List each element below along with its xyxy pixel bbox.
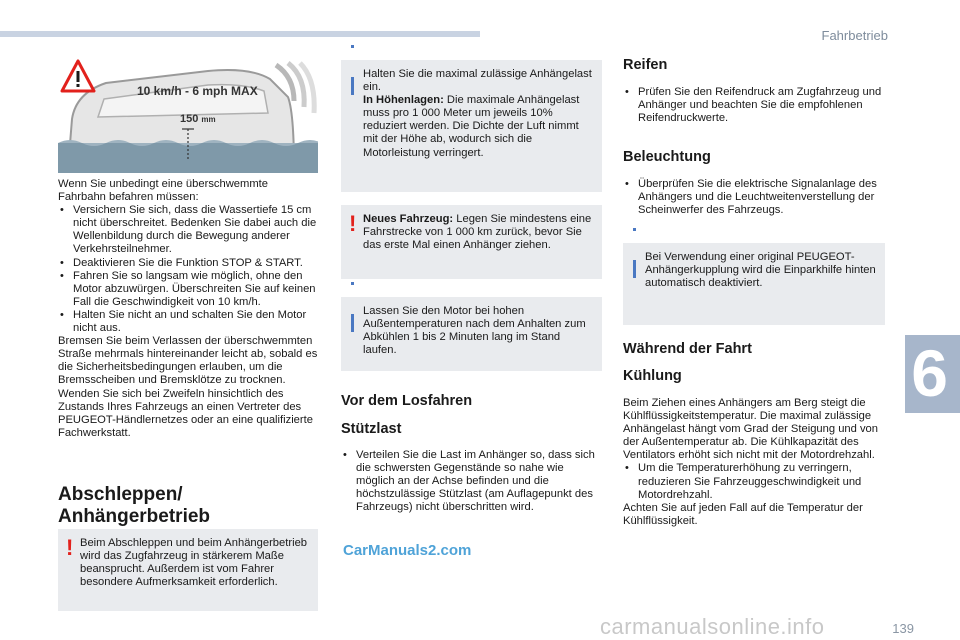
cooling-bullet: • Um die Temperaturerhöhung zu verringern, reduzieren Sie Fahrzeuggeschwindigkeit und Motordrehzahl.	[623, 462, 885, 501]
watermark-footer: carmanualsonline.info	[600, 614, 825, 639]
flood-intro: Wenn Sie unbedingt eine überschwemmte Fahrbahn befahren müssen:	[58, 178, 268, 204]
lighting-bullet: • Überprüfen Sie die elektrische Signalanlage des Anhängers und die Leuchtweitenverstellung der Scheinwerfer des Fahrzeugs.	[623, 178, 885, 217]
cooling-closing: Achten Sie auf jeden Fall auf die Temperatur der Kühlflüssigkeit.	[623, 501, 863, 527]
flood-bullet-2: • Deaktivieren Sie die Funktion STOP & START.	[58, 257, 318, 270]
flood-paragraph: Bremsen Sie beim Verlassen der überschwemmten Straße mehrmals hintereinander leicht ab, sobald es die Sicherheitsbedingungen erlauben, um die Bremsscheiben und Bremsklötze zu trocknen. Wenden Sie sich bei Zweifeln hinsichtlich des Zustands Ihres Fahrzeugs an einen Vertreter des PEUGEOT-Händlernetzes oder an eine qualifizierte Fachwerkstatt.	[58, 335, 318, 439]
towing-warning-box: ! Beim Abschleppen und beim Anhängerbetrieb wird das Zugfahrzeug in stärkerem Maße beansprucht. Außerdem ist vom Fahrer besondere Aufmerksamkeit erforderlich.	[58, 529, 318, 611]
tyres-bullet: • Prüfen Sie den Reifendruck am Zugfahrzeug und Anhänger und beachten Sie die empfohlenen Reifendruckwerte.	[623, 86, 885, 125]
flood-bullet-3: • Fahren Sie so langsam wie möglich, ohne den Motor abzuwürgen. Überschreiten Sie auf keinen Fall die Geschwindigkeit von 10 km/h.	[58, 270, 318, 309]
page-number: 139	[892, 621, 914, 636]
watermark-logo: CarManuals2.com	[343, 542, 472, 559]
chapter-number: 6	[911, 336, 948, 410]
towing-heading: Abschleppen/ Anhängerbetrieb	[58, 484, 211, 527]
flood-bullet-1: • Versichern Sie sich, dass die Wassertiefe 15 cm nicht überschreitet. Bedenken Sie dabei auch die Wellenbildung durch die Bewegung anderer Verkehrsteilnehmer.	[58, 204, 318, 256]
new-vehicle-warning-box: ! Neues Fahrzeug: Legen Sie mindestens eine Fahrstrecke von 1 000 km zurück, bevor Sie das erste Mal einen Anhänger ziehen.	[341, 205, 602, 279]
cooling-heading: Kühlung	[623, 368, 682, 384]
warning-exclamation-icon: !	[66, 535, 74, 560]
lighting-heading: Beleuchtung	[623, 149, 711, 165]
info-icon	[349, 305, 359, 326]
depth-label: 150 mm	[180, 113, 216, 125]
flood-illustration	[58, 57, 318, 173]
before-driving-heading: Vor dem Losfahren	[341, 393, 473, 409]
warning-exclamation-icon: !	[349, 211, 357, 236]
flood-bullet-4: • Halten Sie nicht an und schalten Sie den Motor nicht aus.	[58, 309, 318, 335]
nose-weight-heading: Stützlast	[341, 421, 402, 437]
parking-sensor-info-box: Bei Verwendung einer original PEUGEOT-Anhängerkupplung wird die Einparkhilfe hinten automatisch deaktiviert.	[623, 243, 885, 325]
nose-weight-bullet: • Verteilen Sie die Last im Anhänger so, dass sich die schwersten Gegenstände so nahe wie möglich an der Achse befinden und die höchstzulässige Stützlast (am Auflagepunkt des Fahrzeugs) nicht überschritten wird.	[341, 449, 602, 514]
speed-label: 10 km/h - 6 mph MAX	[137, 84, 258, 98]
engine-cooldown-info-box: Lassen Sie den Motor bei hohen Außentemperaturen nach dem Anhalten zum Abkühlen 1 bis 2 Minuten lang im Stand laufen.	[341, 297, 602, 371]
info-icon	[349, 68, 359, 89]
trailer-load-info-box: Halten Sie die maximal zulässige Anhängelast ein. In Höhenlagen: Die maximale Anhängelast muss pro 1 000 Meter um jeweils 10% reduziert werden. Die Dichte der Luft nimmt mit der Höhe ab, wodurch sich die Motorleistung verringert.	[341, 60, 602, 192]
column-1-text	[58, 178, 318, 440]
section-title: Fahrbetrieb	[821, 28, 888, 43]
while-driving-heading: Während der Fahrt	[623, 341, 752, 357]
tyres-heading: Reifen	[623, 57, 668, 73]
info-icon	[631, 251, 641, 272]
header-bar	[0, 31, 480, 37]
cooling-paragraph: Beim Ziehen eines Anhängers am Berg steigt die Kühlflüssigkeitstemperatur. Die maximal zulässige Anhängelast hängt vom Grad der Steigung und von der Außentemperatur ab. Die Kühlkapazität des Ventilators erhöht sich nicht mit der Motordrehzahl.	[623, 397, 879, 462]
